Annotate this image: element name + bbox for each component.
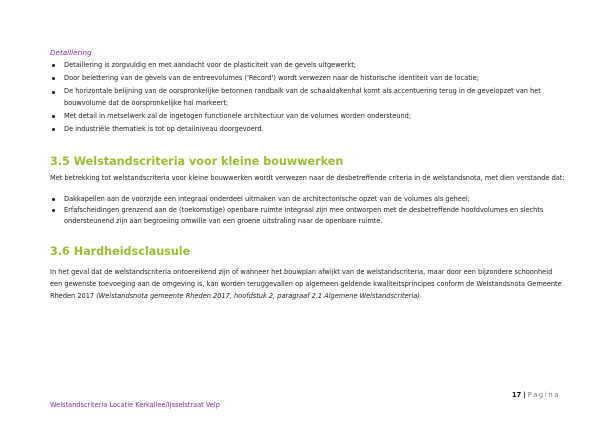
list-item: De industriële thematiek is tot op detailniveau doorgevoerd. (50, 124, 560, 135)
section-heading-3-5: 3.5 Welstandscriteria voor kleine bouwwerken (50, 155, 344, 168)
list-item: Detaillering is zorgvuldig en met aandacht voor de plasticiteit van de gevels uitgewerkt; (50, 60, 560, 71)
list-item: Door belettering van de gevels van de entreevolumes ('Record') wordt verwezen naar de historische identiteit van de locatie; (50, 73, 560, 84)
page-number (512, 391, 560, 399)
paragraph-text: In het geval dat de welstandscriteria ontoereikend zijn of wanneer het bouwplan afwijkt van de welstandscriteria, maar door een bijzondere schoonheid een gewenste toevoeging aan de omgeving is, kan worden teruggevallen op algemeen geldende kwaliteitsprincipes conform de Welstandsnota Gemeente Rheden 2017 (50, 268, 562, 301)
list-item: Dakkapellen aan de voorzijde een integraal onderdeel uitmaken van de architectonische opzet van de volumes als geheel; (50, 194, 560, 205)
page-number-value: 17 (511, 391, 522, 399)
small-buildings-bullet-list (50, 194, 560, 228)
paragraph-end: . (419, 292, 422, 301)
subsection-title: Detaillering (50, 48, 92, 57)
list-item: Met detail in metselwerk zal de ingetogen functionele architectuur van de volumes worden ondersteund; (50, 111, 560, 122)
section-heading-3-6: 3.6 Hardheidsclausule (50, 245, 191, 258)
footer-document-title: Welstandscriteria Locatie Kerkallee/IJsselstraat Velp (50, 401, 220, 409)
page-word: Pagina (527, 391, 560, 399)
citation: (Welstandsnota gemeente Rheden 2017, hoofdstuk 2, paragraaf 2.1 Algemene Welstandscriteria) (96, 292, 420, 301)
detail-bullet-list (50, 60, 560, 137)
section-intro-paragraph: Met betrekking tot welstandscriteria voor kleine bouwwerken wordt verwezen naar de desbetreffende criteria in de welstandsnota, met dien verstande dat: (50, 174, 565, 182)
list-item: De horizontale belijning van de oorspronkelijke betonnen randbalk van de schaaldakenhal komt als accentuering terug in de gevelopzet van het bouwvolume dat de oorspronkelijke hal markeert; (50, 86, 560, 108)
hardship-clause-paragraph (50, 266, 565, 303)
page-separator: | (523, 391, 526, 399)
list-item: Erfafscheidingen grenzend aan de (toekomstige) openbare ruimte integraal zijn mee ontworpen met de desbetreffende hoofdvolumes en slechts ondersteunend zijn aan begroeiing omwille van een groene uitstraling naar de openbare ruimte. (50, 205, 560, 227)
